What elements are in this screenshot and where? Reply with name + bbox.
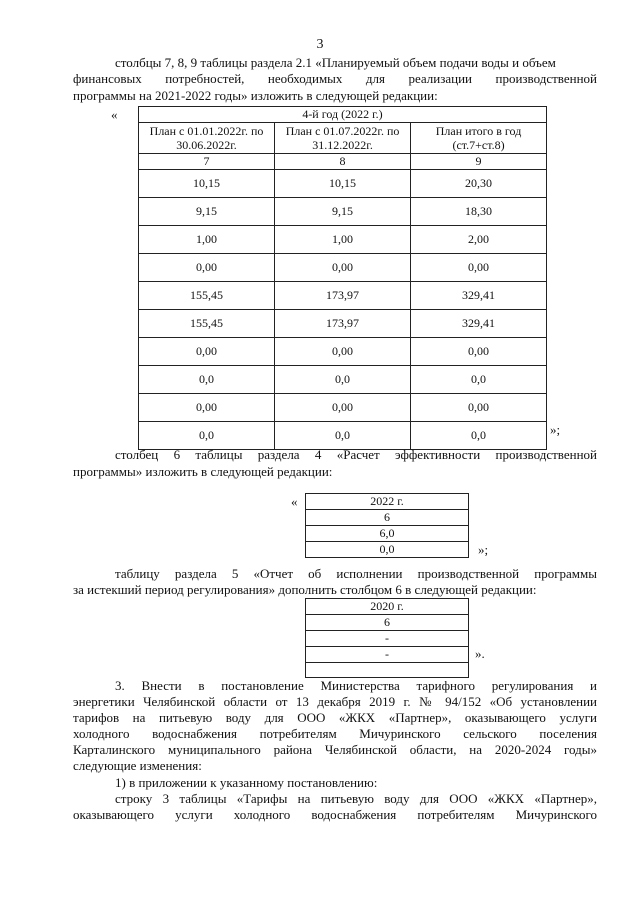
table-cell: 6	[306, 510, 469, 526]
para1-line1: столбцы 7, 8, 9 таблицы раздела 2.1 «Планируемый объем подачи воды и объем	[115, 55, 556, 70]
planned-volume-table	[138, 106, 547, 450]
para4-line1: 3. Внести в постановление Министерства тарифного регулирования и	[115, 678, 597, 693]
table-cell: 0,00	[411, 338, 547, 366]
table-row	[139, 394, 547, 422]
report-table	[305, 598, 469, 678]
table-row	[139, 226, 547, 254]
table-row	[139, 310, 547, 338]
table1-open-quote: «	[111, 107, 118, 122]
table-row	[139, 338, 547, 366]
table-cell: 0,00	[139, 394, 275, 422]
table-cell: 0,00	[275, 254, 411, 282]
table-cell: 173,97	[275, 310, 411, 338]
table-cell: 329,41	[411, 310, 547, 338]
table-cell: 0,0	[139, 422, 275, 450]
para4-line6: следующие изменения:	[73, 758, 202, 773]
table-cell: 0,00	[411, 394, 547, 422]
table-row	[139, 282, 547, 310]
table-cell: 1,00	[139, 226, 275, 254]
table-cell: 2,00	[411, 226, 547, 254]
table1-col-header: План с 01.01.2022г. по 30.06.2022г.	[139, 123, 275, 154]
table1-header-span: 4-й год (2022 г.)	[139, 107, 547, 123]
table-cell: 0,00	[139, 254, 275, 282]
table-cell: 0,0	[275, 422, 411, 450]
table-cell: 20,30	[411, 170, 547, 198]
table-cell: 0,0	[411, 422, 547, 450]
para4-line4: холодного водоснабжения потребителям Мичуринского сельского поселения	[73, 726, 597, 741]
table-cell: 6	[306, 615, 469, 631]
table-cell: 0,00	[275, 394, 411, 422]
table-row	[139, 170, 547, 198]
table-row	[139, 422, 547, 450]
table-cell: 6,0	[306, 526, 469, 542]
table-cell: 0,0	[306, 542, 469, 558]
table-cell: 1,00	[275, 226, 411, 254]
table-row	[139, 366, 547, 394]
table-cell: -	[306, 631, 469, 647]
table1-col-number: 8	[275, 154, 411, 170]
table-cell: 9,15	[275, 198, 411, 226]
table-cell: 18,30	[411, 198, 547, 226]
para2-line2: программы» изложить в следующей редакции:	[73, 464, 333, 479]
table2-open-quote: «	[291, 494, 298, 509]
table3-close: ».	[475, 646, 485, 661]
page-number: 3	[316, 37, 324, 52]
table1-close: »;	[550, 422, 561, 437]
table-cell: 9,15	[139, 198, 275, 226]
para4-line2: энергетики Челябинской области от 13 декабря 2019 г. № 94/152 «Об установлении	[73, 694, 597, 709]
table-cell: -	[306, 647, 469, 663]
table-row	[139, 198, 547, 226]
table-cell: 2020 г.	[306, 599, 469, 615]
table-cell: 2022 г.	[306, 494, 469, 510]
table-cell: 155,45	[139, 310, 275, 338]
table2-close: »;	[478, 542, 489, 557]
table-cell: 10,15	[275, 170, 411, 198]
para1-line3: программы на 2021-2022 годы» изложить в следующей редакции:	[73, 88, 438, 103]
table-cell: 0,0	[411, 366, 547, 394]
para2-line1: столбец 6 таблицы раздела 4 «Расчет эффективности производственной	[115, 447, 597, 462]
table-cell: 0,00	[139, 338, 275, 366]
table-row	[139, 254, 547, 282]
para3-line2: за истекший период регулирования» дополнить столбцом 6 в следующей редакции:	[73, 582, 537, 597]
para1-line2: финансовых потребностей, необходимых для реализации производственной	[73, 71, 597, 86]
table-cell: 0,00	[411, 254, 547, 282]
table-cell	[306, 663, 469, 678]
table1-col-header: План с 01.07.2022г. по 31.12.2022г.	[275, 123, 411, 154]
para4-line5: Карталинского муниципального района Челябинской области, на 2020-2024 годы»	[73, 742, 597, 757]
table-cell: 329,41	[411, 282, 547, 310]
table-cell: 0,0	[275, 366, 411, 394]
table1-col-number: 7	[139, 154, 275, 170]
table-cell: 10,15	[139, 170, 275, 198]
para6-line1: строку 3 таблицы «Тарифы на питьевую воду для ООО «ЖКХ «Партнер»,	[115, 791, 597, 806]
para5: 1) в приложении к указанному постановлению:	[115, 775, 378, 790]
table-cell: 155,45	[139, 282, 275, 310]
table1-col-number: 9	[411, 154, 547, 170]
table-cell: 173,97	[275, 282, 411, 310]
para6-line2: оказывающего услуги холодного водоснабжения потребителям Мичуринского	[73, 807, 597, 822]
efficiency-table	[305, 493, 469, 558]
table1-col-header: План итого в год (ст.7+ст.8)	[411, 123, 547, 154]
para3-line1: таблицу раздела 5 «Отчет об исполнении производственной программы	[115, 566, 597, 581]
table-cell: 0,00	[275, 338, 411, 366]
table-cell: 0,0	[139, 366, 275, 394]
para4-line3: тарифов на питьевую воду для ООО «ЖКХ «Партнер», оказывающего услуги	[73, 710, 597, 725]
